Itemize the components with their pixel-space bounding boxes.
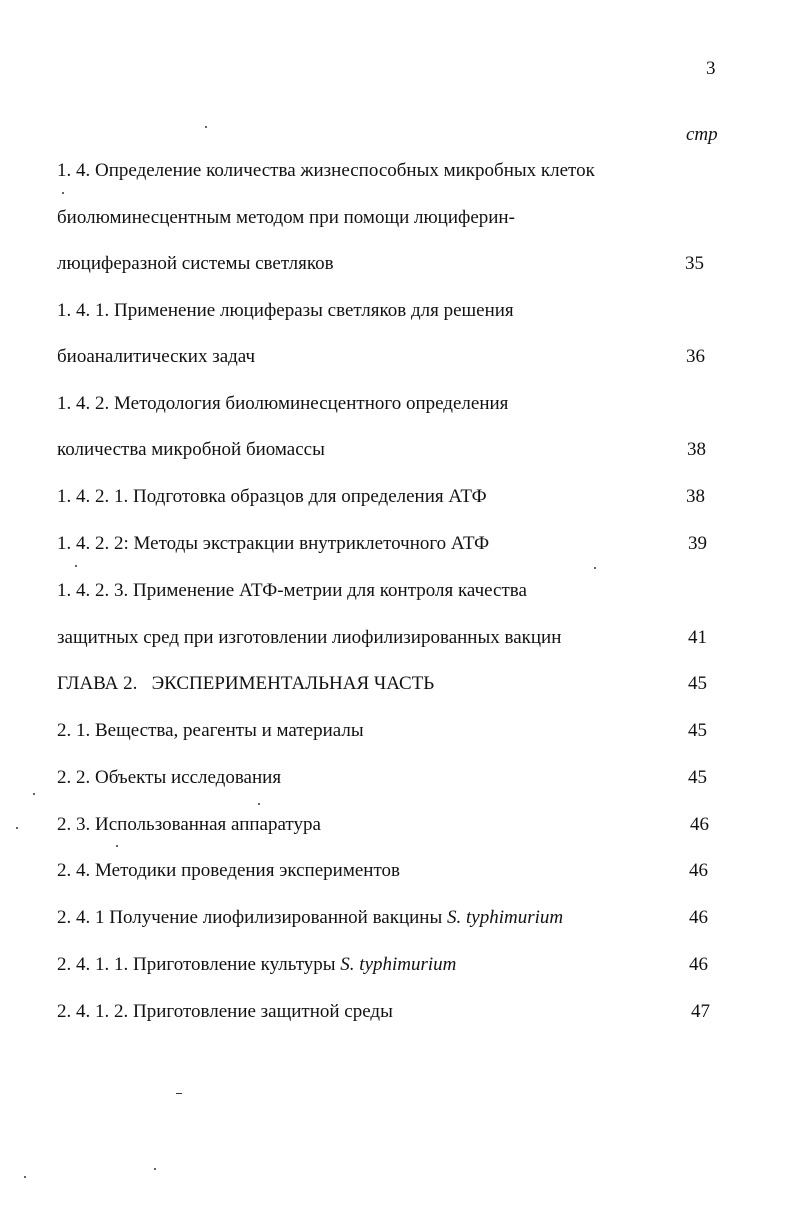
- toc-entry-2-4-1: [57, 907, 563, 929]
- toc-entry-1-4-2-line-1: 1. 4. 2. Методология биолюминесцентного определения: [57, 393, 509, 414]
- toc-entry-2-3-page: 46: [690, 814, 709, 835]
- toc-entry-1-4-2-3-line-1: 1. 4. 2. 3. Применение АТФ-метрии для контроля качества: [57, 580, 527, 601]
- scan-speck: [594, 567, 596, 569]
- scan-speck: [154, 1168, 156, 1170]
- toc-entry-1-4-2-3-page: 41: [688, 627, 707, 648]
- toc-entry-1-4-2-1-page: 38: [686, 486, 705, 507]
- toc-entry-1-4-2-3-line-2: защитных сред при изготовлении лиофилизированных вакцин: [57, 627, 562, 648]
- toc-entry-1-4-1-line-2: биоаналитических задач: [57, 346, 256, 367]
- toc-entry-1-4-2-2-page: 39: [688, 533, 707, 554]
- toc-entry-2-4-page: 46: [689, 860, 708, 881]
- scan-speck: [116, 845, 118, 847]
- toc-entry-2-4: 2. 4. Методики проведения экспериментов: [57, 860, 400, 881]
- toc-entry-1-4-2-2: 1. 4. 2. 2: Методы экстракции внутриклеточного АТФ: [57, 533, 490, 554]
- toc-entry-1-4-2-1: 1. 4. 2. 1. Подготовка образцов для определения АТФ: [57, 486, 487, 507]
- toc-entry-2-2-page: 45: [688, 767, 707, 788]
- toc-entry-1-4-2-line-2: количества микробной биомассы: [57, 439, 325, 460]
- toc-entry-2-4-1-1-text: 2. 4. 1. 1. Приготовление культуры: [57, 954, 341, 975]
- scan-speck: [258, 803, 260, 805]
- toc-entry-2-4-1-text: 2. 4. 1 Получение лиофилизированной вакцины: [57, 907, 447, 928]
- scan-speck: [205, 126, 207, 128]
- pages-column-header: стр: [686, 124, 718, 145]
- toc-entry-2-4-1-page: 46: [689, 907, 708, 928]
- toc-entry-2-2: 2. 2. Объекты исследования: [57, 767, 282, 788]
- toc-entry-2-4-1-1-page: 46: [689, 954, 708, 975]
- toc-entry-2-4-1-1-italic: S. typhimurium: [340, 954, 457, 975]
- toc-entry-2-4-1-1: [57, 954, 456, 976]
- toc-entry-chapter-2: ГЛАВА 2. ЭКСПЕРИМЕНТАЛЬНАЯ ЧАСТЬ: [57, 673, 435, 694]
- toc-entry-1-4-page: 35: [685, 253, 704, 274]
- toc-entry-1-4-line-1: 1. 4. Определение количества жизнеспособных микробных клеток: [57, 160, 595, 181]
- toc-entry-2-1-page: 45: [688, 720, 707, 741]
- toc-entry-2-3: 2. 3. Использованная аппаратура: [57, 814, 321, 835]
- scan-speck: [62, 192, 64, 194]
- scan-speck: [33, 793, 35, 795]
- scan-speck: [24, 1176, 26, 1178]
- toc-entry-2-4-1-italic: S. typhimurium: [446, 907, 564, 928]
- toc-entry-chapter-2-page: 45: [688, 673, 707, 694]
- scan-speck: [176, 1093, 182, 1094]
- scan-speck: [75, 565, 77, 567]
- toc-entry-1-4-line-3: люциферазной системы светляков: [57, 253, 334, 274]
- toc-entry-2-4-1-2-page: 47: [691, 1001, 710, 1022]
- toc-entry-1-4-1-line-1: 1. 4. 1. Применение люциферазы светляков для решения: [57, 300, 514, 321]
- toc-entry-1-4-line-2: биолюминесцентным методом при помощи люциферин-: [57, 207, 515, 228]
- toc-entry-2-1: 2. 1. Вещества, реагенты и материалы: [57, 720, 364, 741]
- toc-entry-1-4-1-page: 36: [686, 346, 705, 367]
- scan-speck: [16, 827, 18, 829]
- page-number: 3: [706, 58, 716, 79]
- toc-entry-1-4-2-page: 38: [687, 439, 706, 460]
- toc-entry-2-4-1-2: 2. 4. 1. 2. Приготовление защитной среды: [57, 1001, 393, 1022]
